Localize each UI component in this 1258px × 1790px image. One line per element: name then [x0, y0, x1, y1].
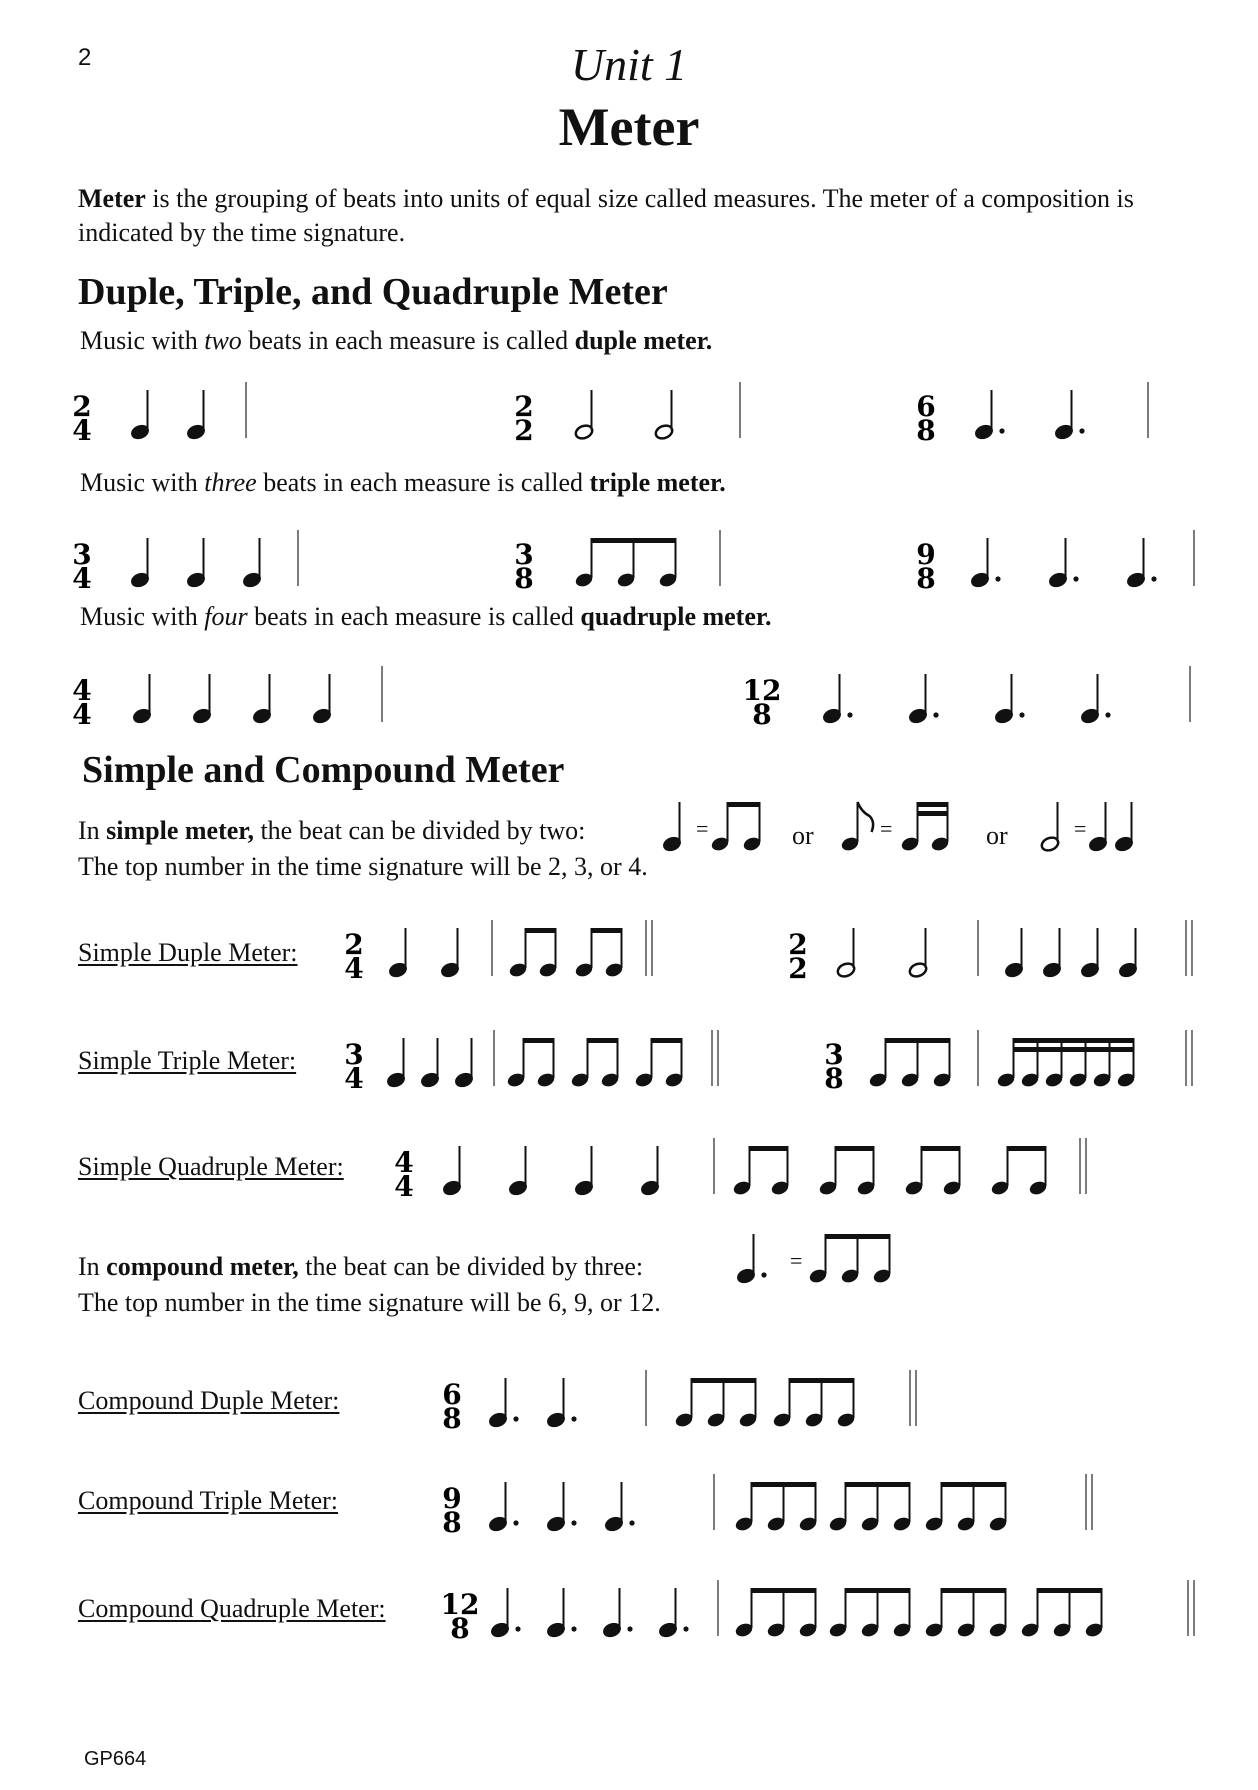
beamed-eighth-group [574, 928, 624, 979]
time-signature-bottom: 8 [752, 698, 772, 731]
time-signature [442, 1378, 461, 1435]
dotted-quarter-note [970, 538, 1001, 589]
dotted-quarter-note [602, 1588, 633, 1639]
time-signature-bottom: 4 [72, 414, 92, 447]
simple-meter-definition: In simple meter, the beat can be divided by two: [78, 816, 586, 845]
time-signature-bottom: 8 [442, 1402, 462, 1435]
label-compound-quadruple: Compound Quadruple Meter: [78, 1594, 386, 1623]
time-signature-bottom: 8 [824, 1062, 844, 1095]
time-signature [72, 538, 91, 595]
time-signature [344, 1038, 363, 1095]
quarter-note [130, 390, 150, 441]
quarter-note [1114, 802, 1134, 853]
dotted-quarter-note [490, 1588, 521, 1639]
duple-definition: Music with two beats in each measure is called duple meter. [80, 326, 713, 355]
intro-paragraph [78, 182, 1158, 250]
compound-triple-examples [0, 1456, 1258, 1539]
unit-label: Unit 1 [570, 39, 688, 90]
time-signature-top: 3 [344, 1038, 364, 1071]
page-number: 2 [78, 44, 92, 71]
quarter-note [242, 538, 262, 589]
label-simple-duple: Simple Duple Meter: [78, 938, 298, 967]
time-signature-top: 6 [442, 1378, 462, 1411]
dotted-quarter-note [546, 1588, 577, 1639]
quarter-note [442, 1146, 462, 1197]
beamed-eighth-group [924, 1482, 1008, 1533]
page-title: Meter [558, 97, 700, 157]
beamed-eighth-group [772, 1378, 856, 1429]
dotted-quarter-note [658, 1588, 689, 1639]
quarter-note [130, 538, 150, 589]
label-simple-quadruple: Simple Quadruple Meter: [78, 1152, 344, 1181]
equals-sign: = [790, 1248, 803, 1273]
beamed-eighth-group [904, 1146, 962, 1197]
triple-definition: Music with three beats in each measure is called triple meter. [80, 468, 726, 497]
beamed-eighth-group [924, 1588, 1008, 1639]
time-signature-bottom: 4 [72, 562, 92, 595]
footer-code: GP664 [84, 1748, 147, 1770]
time-signature-bottom: 4 [72, 698, 92, 731]
time-signature [916, 390, 935, 447]
time-signature-top: 2 [788, 928, 808, 961]
dotted-quarter-note [546, 1482, 577, 1533]
time-signature [788, 928, 807, 985]
half-note [654, 390, 674, 441]
quarter-note [186, 390, 206, 441]
quarter-note [252, 674, 272, 725]
quarter-note [388, 928, 408, 979]
section-heading-duple-triple-quadruple: Duple, Triple, and Quadruple Meter [78, 271, 668, 313]
quadruple-meter-examples [0, 654, 1258, 734]
or-word: or [792, 821, 814, 850]
quarter-note [386, 1038, 406, 1089]
time-signature-top: 6 [916, 390, 936, 423]
time-signature-bottom: 8 [916, 414, 936, 447]
duple-meter-examples [0, 370, 1258, 450]
time-signature-top: 2 [72, 390, 92, 423]
time-signature-top: 9 [916, 538, 936, 571]
dotted-quarter-note [546, 1378, 577, 1429]
quarter-note [186, 538, 206, 589]
beamed-eighth-group [734, 1482, 818, 1533]
time-signature [72, 390, 91, 447]
time-signature-bottom: 2 [514, 414, 534, 447]
time-signature [743, 674, 782, 731]
time-signature-bottom: 2 [788, 952, 808, 985]
label-compound-triple: Compound Triple Meter: [78, 1486, 339, 1515]
quarter-note [454, 1038, 474, 1089]
beamed-eighth-group [732, 1146, 790, 1197]
eighth-note [840, 802, 873, 853]
beamed-eighth-group [710, 802, 762, 853]
quarter-note [1042, 928, 1062, 979]
beamed-eighth-group [828, 1588, 912, 1639]
dotted-quarter-note [1048, 538, 1079, 589]
beamed-eighth-group [868, 1038, 952, 1089]
compound-meter-definition: In compound meter, the beat can be divided by three: [78, 1252, 644, 1281]
time-signature [441, 1588, 480, 1645]
half-note [1040, 802, 1060, 853]
beamed-eighth-group [574, 538, 678, 589]
quarter-note [662, 802, 682, 853]
dotted-quarter-note [974, 390, 1005, 441]
half-note [574, 390, 594, 441]
beamed-eighth-group [828, 1482, 912, 1533]
section-heading-simple-compound: Simple and Compound Meter [82, 749, 565, 791]
dotted-quarter-note [1126, 538, 1157, 589]
compound-meter-top-number: The top number in the time signature will be 6, 9, or 12. [78, 1288, 661, 1317]
dotted-quarter-note [822, 674, 853, 725]
quarter-note [192, 674, 212, 725]
beamed-eighth-group [808, 1234, 892, 1285]
simple-division-equations [0, 800, 1258, 860]
quarter-note [640, 1146, 660, 1197]
dotted-quarter-note [908, 674, 939, 725]
or-word: or [986, 821, 1008, 850]
beamed-eighth-group [506, 1038, 556, 1089]
beamed-eighth-group [634, 1038, 684, 1089]
quarter-note [1080, 928, 1100, 979]
dotted-quarter-note [1054, 390, 1085, 441]
dotted-quarter-note [488, 1378, 519, 1429]
simple-quadruple-examples [0, 1122, 1258, 1202]
compound-quadruple-examples [0, 1562, 1258, 1645]
equals-sign: = [880, 816, 893, 841]
beamed-sixteenth-group [900, 802, 950, 853]
time-signature-top: 4 [72, 674, 92, 707]
time-signature-bottom: 4 [394, 1170, 414, 1203]
beamed-eighth-group [1020, 1588, 1104, 1639]
time-signature [344, 928, 363, 985]
dotted-quarter-note [1080, 674, 1111, 725]
quarter-note [1088, 802, 1108, 853]
time-signature [824, 1038, 843, 1095]
beamed-eighth-group [570, 1038, 620, 1089]
compound-division-equation [0, 1232, 1258, 1292]
label-compound-duple: Compound Duple Meter: [78, 1386, 340, 1415]
time-signature-top: 9 [442, 1482, 462, 1515]
simple-meter-top-number: The top number in the time signature will be 2, 3, or 4. [78, 852, 648, 881]
intro-text: is the grouping of beats into units of equal size called measures. The meter of a composition is indicated by the time signature. [78, 184, 1134, 247]
simple-duple-examples [0, 908, 1258, 988]
dotted-quarter-note [488, 1482, 519, 1533]
quarter-note [1004, 928, 1024, 979]
intro-term: Meter [78, 184, 146, 213]
quarter-note [574, 1146, 594, 1197]
half-note [908, 928, 928, 979]
time-signature [72, 674, 91, 731]
half-note [836, 928, 856, 979]
quarter-note [508, 1146, 528, 1197]
time-signature-bottom: 8 [450, 1612, 470, 1645]
time-signature-top: 12 [742, 674, 782, 707]
quarter-note [420, 1038, 440, 1089]
time-signature-top: 2 [514, 390, 534, 423]
time-signature [514, 538, 533, 595]
quarter-note [1118, 928, 1138, 979]
time-signature-top: 3 [514, 538, 534, 571]
time-signature [514, 390, 533, 447]
equals-sign: = [696, 816, 709, 841]
time-signature-bottom: 4 [344, 952, 364, 985]
compound-duple-examples [0, 1356, 1258, 1436]
quarter-note [440, 928, 460, 979]
beamed-eighth-group [508, 928, 558, 979]
beamed-sixteenth-group [996, 1038, 1136, 1089]
simple-triple-examples [0, 1016, 1258, 1096]
time-signature-bottom: 8 [442, 1506, 462, 1539]
label-simple-triple: Simple Triple Meter: [78, 1046, 297, 1075]
time-signature-bottom: 8 [916, 562, 936, 595]
triple-meter-examples [0, 520, 1258, 600]
time-signature-top: 2 [344, 928, 364, 961]
equals-sign: = [1074, 816, 1087, 841]
beamed-eighth-group [734, 1588, 818, 1639]
time-signature-bottom: 4 [344, 1062, 364, 1095]
quadruple-definition: Music with four beats in each measure is called quadruple meter. [80, 602, 772, 631]
beamed-eighth-group [990, 1146, 1048, 1197]
beamed-eighth-group [674, 1378, 758, 1429]
dotted-quarter-note [994, 674, 1025, 725]
time-signature-bottom: 8 [514, 562, 534, 595]
time-signature [442, 1482, 461, 1539]
quarter-note [132, 674, 152, 725]
dotted-quarter-note [604, 1482, 635, 1533]
time-signature-top: 3 [72, 538, 92, 571]
quarter-note [312, 674, 332, 725]
time-signature [394, 1146, 413, 1203]
time-signature-top: 4 [394, 1146, 414, 1179]
time-signature [916, 538, 935, 595]
dotted-quarter-note [736, 1234, 767, 1285]
beamed-eighth-group [818, 1146, 876, 1197]
time-signature-top: 3 [824, 1038, 844, 1071]
time-signature-top: 12 [440, 1588, 480, 1621]
